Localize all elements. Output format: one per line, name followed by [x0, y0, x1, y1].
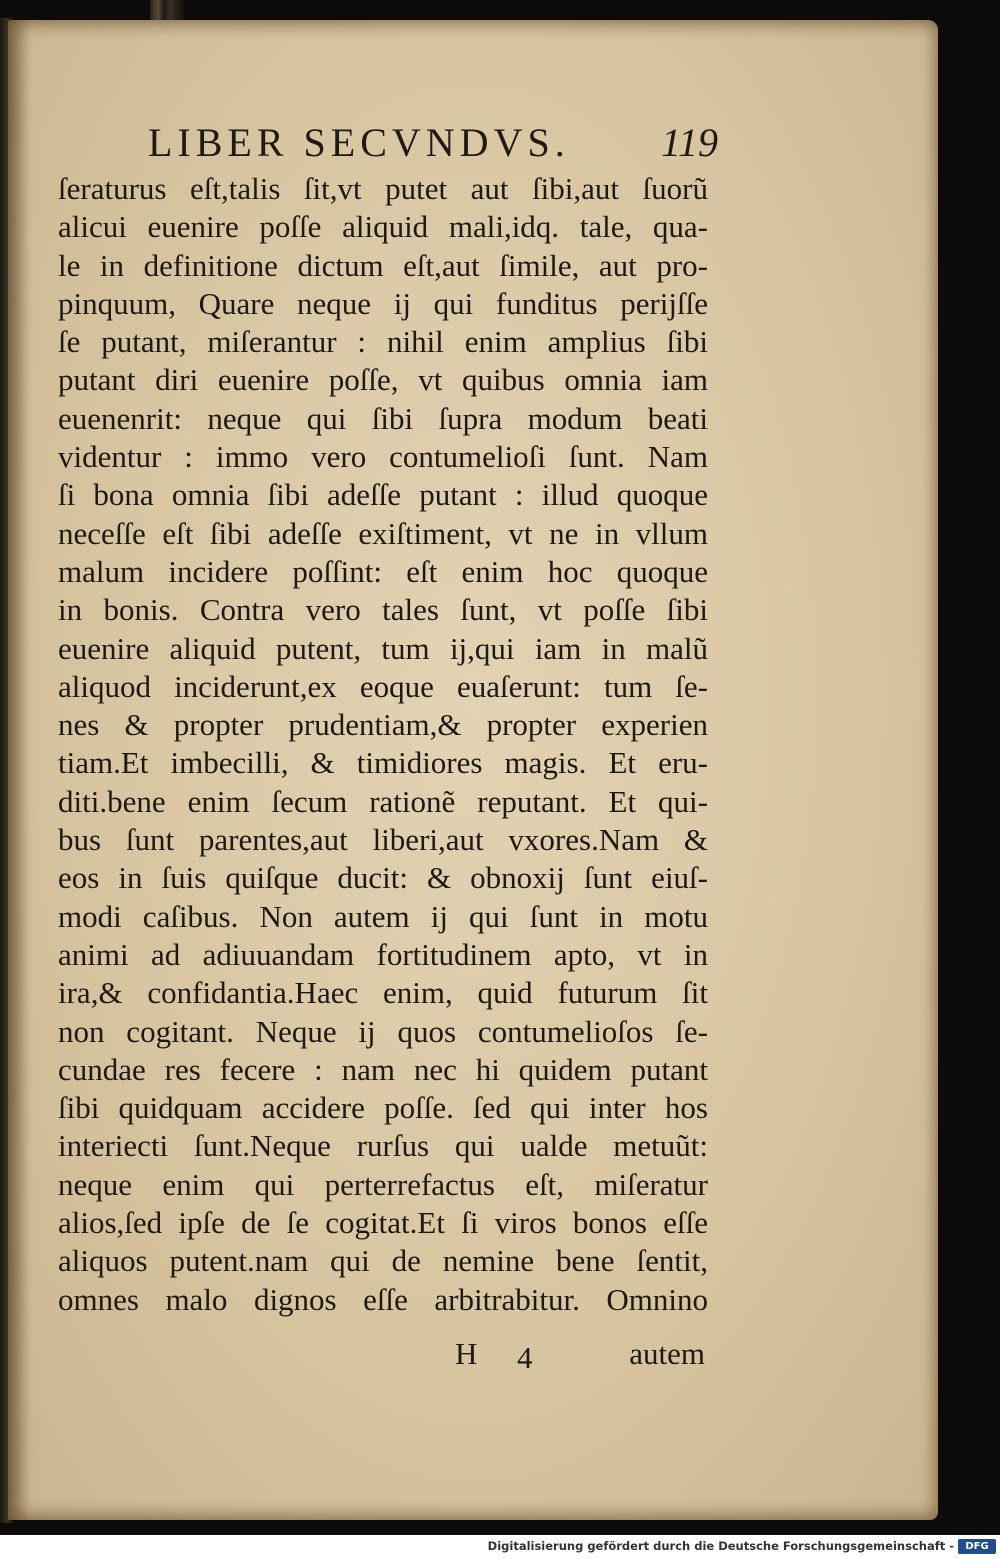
- dfg-banner: [0, 1535, 1000, 1559]
- text-line: le in definitione dictum eſt,aut ſimile, aut pro-: [58, 247, 708, 283]
- text-line: putant diri euenire poſſe, vt quibus omnia iam: [58, 362, 708, 398]
- text-line: nes & propter prudentiam,& propter experien: [58, 707, 708, 743]
- body-text: [58, 170, 708, 1319]
- text-line: neque enim qui perterrefactus eſt, miſeratur: [58, 1166, 708, 1202]
- catchline: [455, 1334, 705, 1374]
- text-line: bus ſunt parentes,aut liberi,aut vxores.Nam &: [58, 822, 708, 858]
- gutter-shadow: [8, 20, 30, 1520]
- text-line: interiecti ſunt.Neque rurſus qui ualde metuũt:: [58, 1128, 708, 1164]
- text-line: cundae res fecere : nam nec hi quidem putant: [58, 1051, 708, 1087]
- text-line: euenire aliquid putent, tum ij,qui iam in malũ: [58, 630, 708, 666]
- text-line: ſibi quidquam accidere poſſe. ſed qui inter hos: [58, 1090, 708, 1126]
- text-line: in bonis. Contra vero tales ſunt, vt poſſe ſibi: [58, 592, 708, 628]
- text-line: diti.bene enim ſecum rationẽ reputant. Et qui-: [58, 783, 708, 819]
- text-line: ſe putant, miſerantur : nihil enim amplius ſibi: [58, 324, 708, 360]
- text-line: ſi bona omnia ſibi adeſſe putant : illud quoque: [58, 477, 708, 513]
- text-line: malum incidere poſſint: eſt enim hoc quoque: [58, 553, 708, 589]
- running-head: LIBER SECVNDVS.: [148, 120, 570, 165]
- text-line: neceſſe eſt ſibi adeſſe exiſtiment, vt ne in vllum: [58, 515, 708, 551]
- text-line: non cogitant. Neque ij quos contumelioſos ſe-: [58, 1013, 708, 1049]
- text-line: aliquos putent.nam qui de nemine bene ſentit,: [58, 1243, 708, 1279]
- catchword: autem: [629, 1336, 705, 1371]
- text-line: ſeraturus eſt,talis ſit,vt putet aut ſibi,aut ſuorũ: [58, 171, 708, 206]
- text-line: omnes malo dignos eſſe arbitrabitur. Omnino: [58, 1281, 708, 1317]
- page-header: [148, 118, 718, 168]
- dfg-banner-text: Digitalisierung gefördert durch die Deutsche Forschungsgemeinschaft -: [487, 1539, 954, 1553]
- signature-mark: H: [455, 1336, 478, 1371]
- text-line: alicui euenire poſſe aliquid mali,idq. tale, qua-: [58, 209, 708, 245]
- signature-number: 4: [517, 1340, 533, 1375]
- text-line: pinquum, Quare neque ij qui funditus perijſſe: [58, 285, 708, 321]
- text-line: tiam.Et imbecilli, & timidiores magis. Et eru-: [58, 745, 708, 781]
- text-line: eos in ſuis quiſque ducit: & obnoxij ſunt eiuſ-: [58, 860, 708, 896]
- dfg-logo-icon: DFG: [958, 1539, 996, 1554]
- text-line: modi caſibus. Non autem ij qui ſunt in motu: [58, 898, 708, 934]
- text-line: videntur : immo vero contumelioſi ſunt. Nam: [58, 439, 708, 475]
- text-line: ira,& confidantia.Haec enim, quid futurum ſit: [58, 975, 708, 1011]
- page-number: 119: [660, 120, 718, 165]
- text-line: aliquod inciderunt,ex eoque euaſerunt: tum ſe-: [58, 668, 708, 704]
- text-line: animi ad adiuuandam fortitudinem apto, vt in: [58, 936, 708, 972]
- text-line: euenenrit: neque qui ſibi ſupra modum beati: [58, 400, 708, 436]
- text-line: alios,ſed ipſe de ſe cogitat.Et ſi viros bonos eſſe: [58, 1205, 708, 1241]
